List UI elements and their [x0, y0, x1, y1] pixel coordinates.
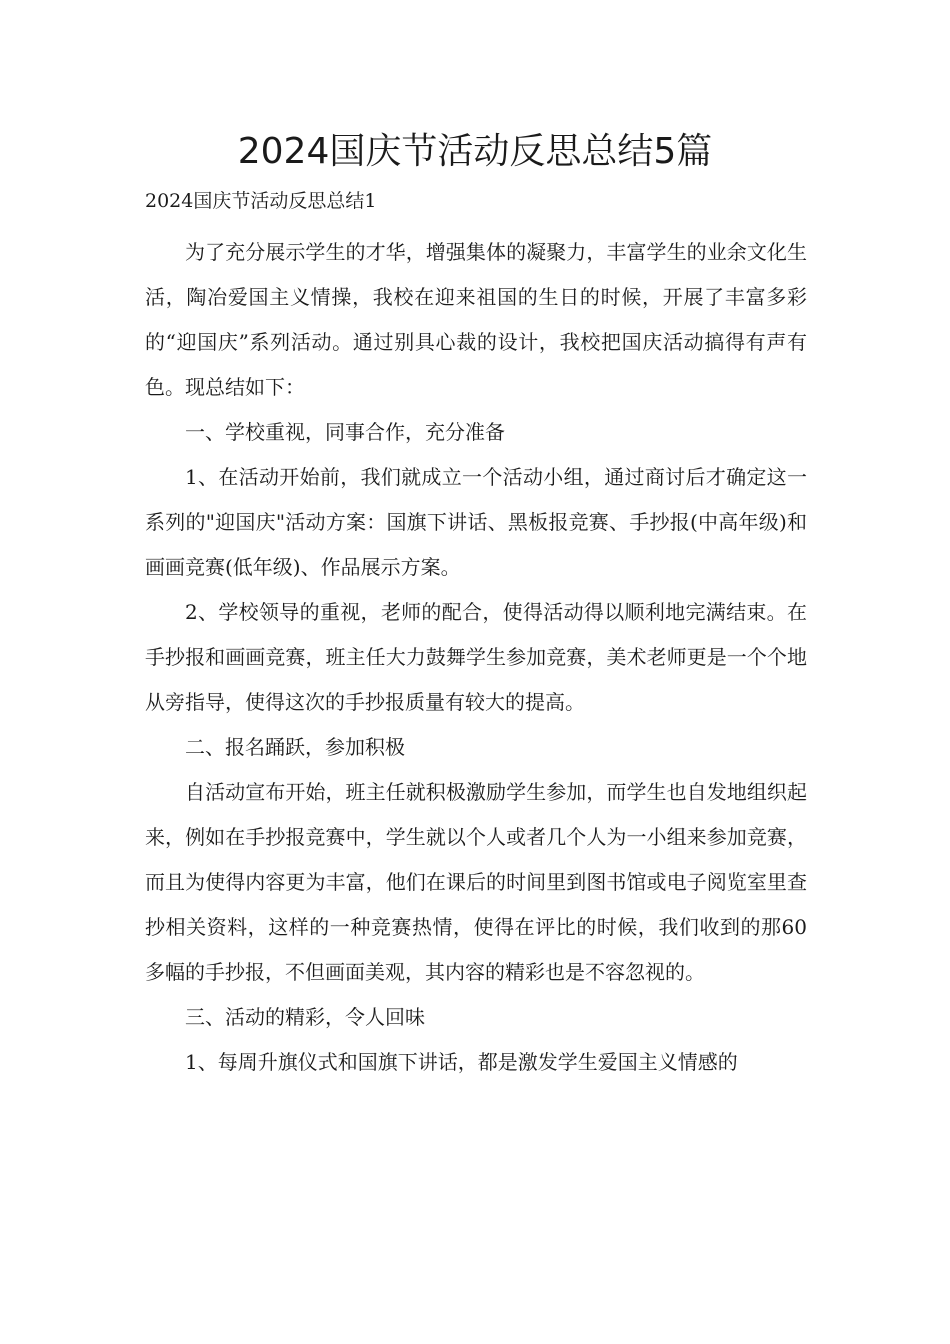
document-body: [145, 230, 807, 1085]
paragraph-1-1: 1、在活动开始前，我们就成立一个活动小组，通过商讨后才确定这一系列的"迎国庆"活动方案：国旗下讲话、黑板报竞赛、手抄报(中高年级)和画画竞赛(低年级)、作品展示方案。: [145, 465, 807, 579]
paragraph-3-1: 1、每周升旗仪式和国旗下讲话，都是激发学生爱国主义情感的: [185, 1050, 738, 1074]
paragraph-intro: 为了充分展示学生的才华，增强集体的凝聚力，丰富学生的业余文化生活，陶冶爱国主义情操，我校在迎来祖国的生日的时候，开展了丰富多彩的“迎国庆”系列活动。通过别具心裁的设计，我校把国庆活动搞得有声有色。现总结如下：: [145, 240, 807, 399]
section-heading-2: 二、报名踊跃，参加积极: [185, 735, 405, 759]
document-title: 2024国庆节活动反思总结5篇: [237, 131, 713, 172]
section-heading-3: 三、活动的精彩，令人回味: [185, 1005, 425, 1029]
section-subtitle: 2024国庆节活动反思总结1: [145, 190, 377, 212]
section-heading-1: 一、学校重视，同事合作，充分准备: [185, 420, 505, 444]
paragraph-2: 自活动宣布开始，班主任就积极激励学生参加，而学生也自发地组织起来，例如在手抄报竞赛中，学生就以个人或者几个人为一小组来参加竞赛，而且为使得内容更为丰富，他们在课后的时间里到图书馆或电子阅览室里查抄相关资料，这样的一种竞赛热情，使得在评比的时候，我们收到的那60多幅的手抄报，不但画面美观，其内容的精彩也是不容忽视的。: [145, 780, 807, 984]
paragraph-1-2: 2、学校领导的重视，老师的配合，使得活动得以顺利地完满结束。在手抄报和画画竞赛，班主任大力鼓舞学生参加竞赛，美术老师更是一个个地从旁指导，使得这次的手抄报质量有较大的提高。: [145, 600, 807, 714]
